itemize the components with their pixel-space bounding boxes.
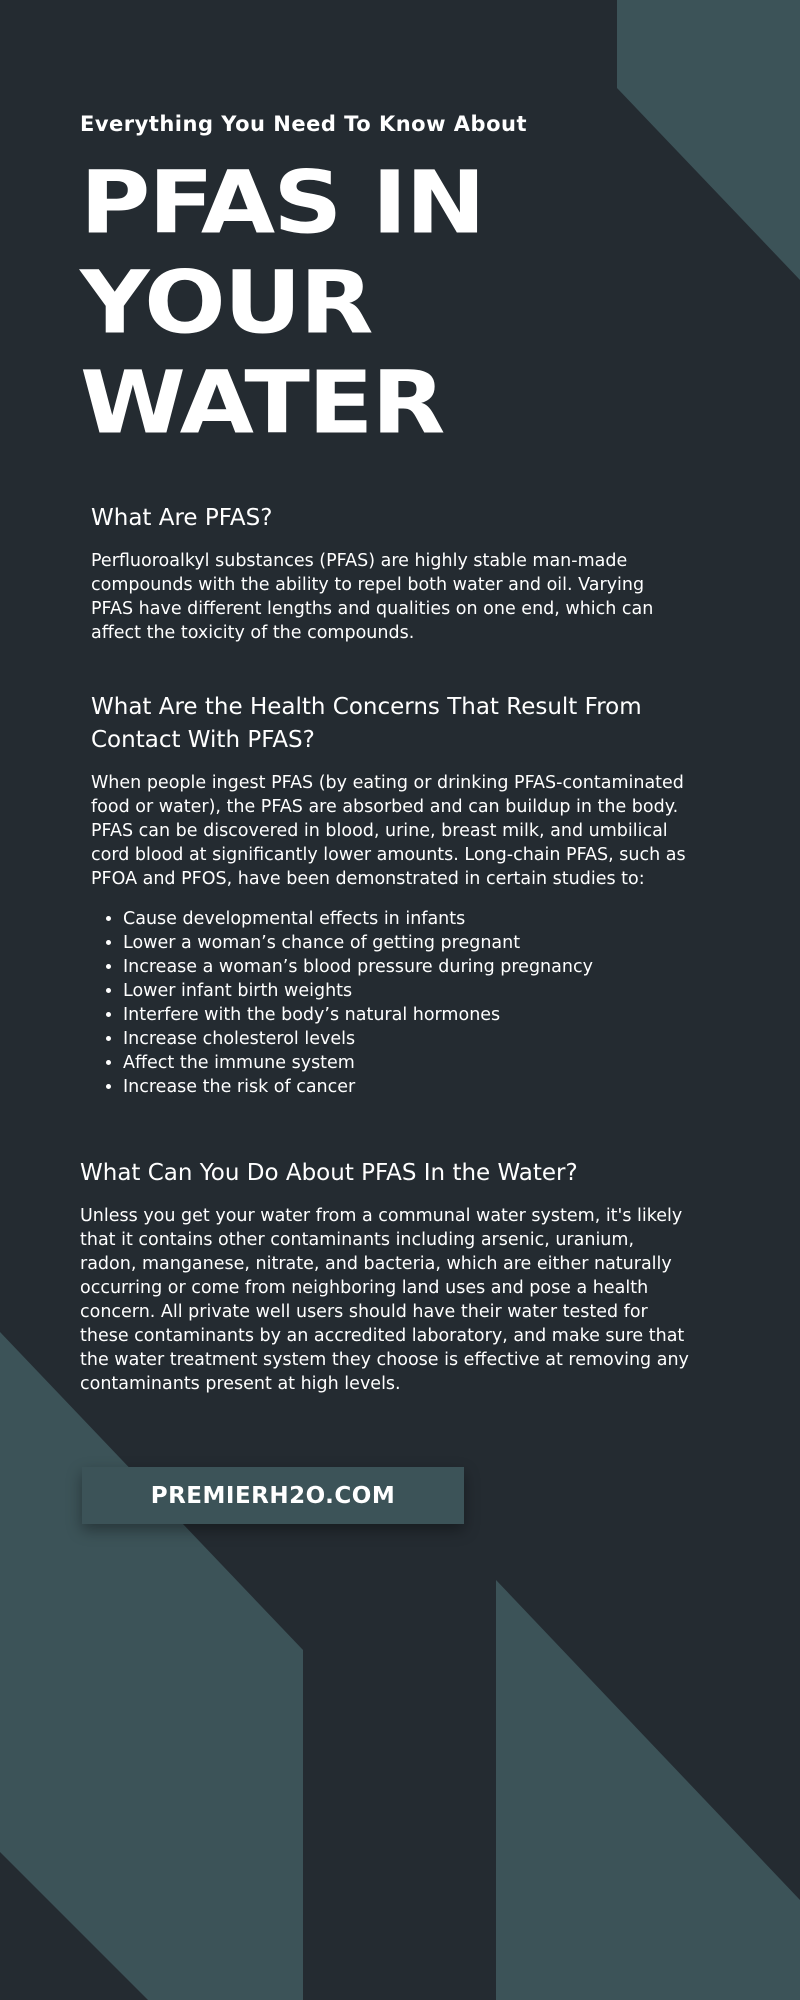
list-item: • Increase cholesterol levels xyxy=(123,1027,691,1051)
section-heading: What Are PFAS? xyxy=(91,505,273,531)
hero-title-line: PFAS IN xyxy=(80,152,484,254)
hero-title xyxy=(80,152,720,458)
list-item: • Lower a woman’s chance of getting pregnant xyxy=(123,931,691,955)
section-heading: What Can You Do About PFAS In the Water? xyxy=(80,1160,578,1186)
section-what-can-you-do xyxy=(80,1157,692,1396)
list-item: • Increase a woman’s blood pressure during pregnancy xyxy=(123,955,691,979)
website-link-label: PREMIERH2O.COM xyxy=(150,1482,396,1509)
section-paragraph: Unless you get your water from a communal water system, it's likely that it contains other contaminants including arsenic, uranium, radon, manganese, nitrate, and bacteria, which are either naturally occurring or come from neighboring land uses and pose a health concern. All private well users should have their water tested for these contaminants by an accredited laboratory, and make sure that the water treatment system they choose is effective at removing any contaminants present at high levels. xyxy=(80,1206,689,1394)
section-health-concerns xyxy=(91,691,691,1099)
list-item: • Cause developmental effects in infants xyxy=(123,907,691,931)
website-link-button[interactable] xyxy=(82,1467,464,1524)
list-item: • Increase the risk of cancer xyxy=(123,1075,691,1099)
section-what-are-pfas xyxy=(91,502,691,645)
section-paragraph: When people ingest PFAS (by eating or drinking PFAS-contaminated food or water), the PFAS are absorbed and can buildup in the body. PFAS can be discovered in blood, urine, breast milk, and umbilical cord blood at significantly lower amounts. Long-chain PFAS, such as PFOA and PFOS, have been demonstrated in certain studies to: xyxy=(91,773,686,889)
list-item: • Interfere with the body’s natural hormones xyxy=(123,1003,691,1027)
hero-kicker: Everything You Need To Know About xyxy=(80,112,528,136)
list-item: • Lower infant birth weights xyxy=(123,979,691,1003)
list-item: • Affect the immune system xyxy=(123,1051,691,1075)
health-effects-list xyxy=(91,907,691,1099)
section-paragraph: Perfluoroalkyl substances (PFAS) are highly stable man-made compounds with the ability to repel both water and oil. Varying PFAS have different lengths and qualities on one end, which can affect the toxicity of the compounds. xyxy=(91,551,654,643)
section-heading: What Are the Health Concerns That Result From Contact With PFAS? xyxy=(91,694,642,753)
hero-title-line: YOUR xyxy=(80,252,372,354)
hero-title-line: WATER xyxy=(80,352,444,454)
